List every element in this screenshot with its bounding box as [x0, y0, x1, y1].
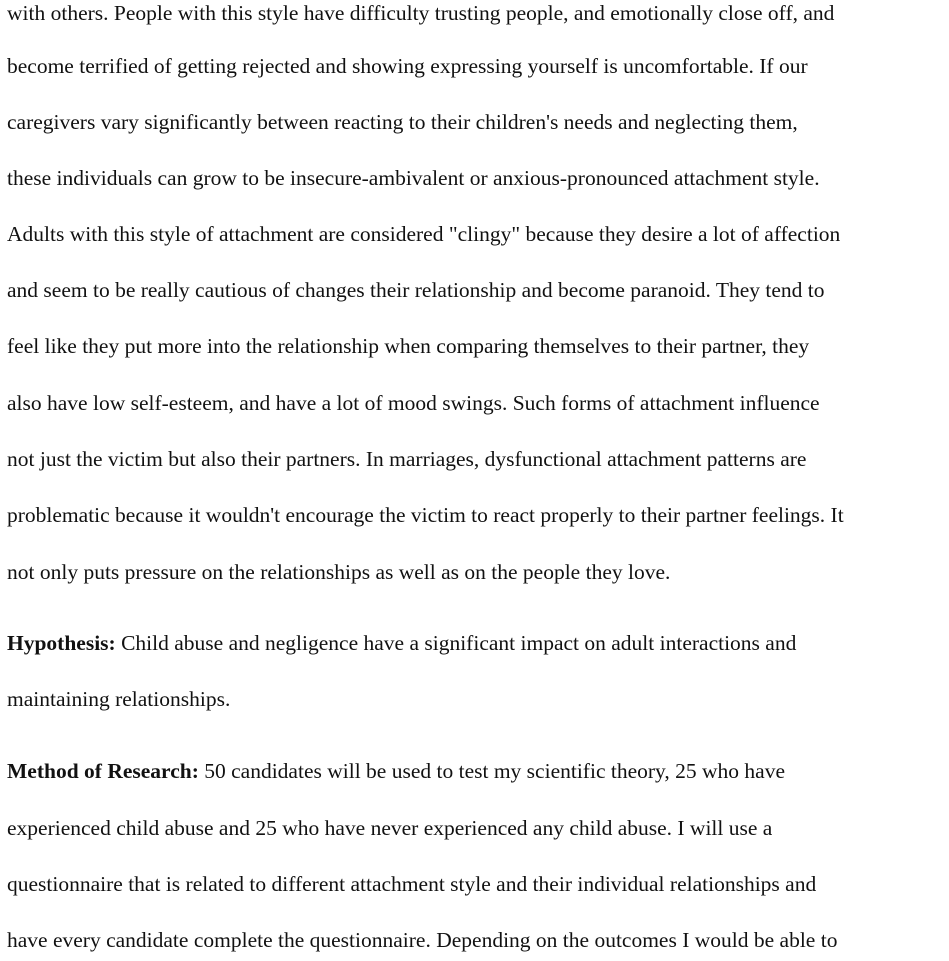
method-line: have every candidate complete the questionnaire. Depending on the outcomes I would be able to: [7, 928, 838, 952]
hypothesis-text: Child abuse and negligence have a significant impact on adult interactions and: [115, 631, 797, 655]
body-text-line: become terrified of getting rejected and showing expressing yourself is uncomfortable. If our: [7, 54, 808, 78]
body-text-line: with others. People with this style have difficulty trusting people, and emotionally close off, and: [7, 1, 835, 25]
body-text-line: and seem to be really cautious of changes their relationship and become paranoid. They tend to: [7, 278, 825, 302]
hypothesis-line: [7, 628, 796, 658]
method-line: experienced child abuse and 25 who have never experienced any child abuse. I will use a: [7, 816, 773, 840]
method-text: 50 candidates will be used to test my scientific theory, 25 who have: [198, 759, 786, 783]
body-text-line: these individuals can grow to be insecure-ambivalent or anxious-pronounced attachment style.: [7, 166, 820, 190]
method-line: [7, 756, 785, 786]
body-text-line: caregivers vary significantly between reacting to their children's needs and neglecting them,: [7, 110, 798, 134]
body-text-line: also have low self-esteem, and have a lot of mood swings. Such forms of attachment influence: [7, 391, 820, 415]
hypothesis-line: maintaining relationships.: [7, 687, 231, 711]
hypothesis-label: Hypothesis:: [7, 631, 116, 655]
body-text-line: feel like they put more into the relationship when comparing themselves to their partner, they: [7, 334, 810, 358]
body-text-line: problematic because it wouldn't encourage the victim to react properly to their partner feelings. It: [7, 503, 844, 527]
body-text-line: Adults with this style of attachment are considered "clingy" because they desire a lot of affection: [7, 222, 841, 246]
body-text-line: not just the victim but also their partners. In marriages, dysfunctional attachment patterns are: [7, 447, 807, 471]
method-label: Method of Research:: [7, 759, 199, 783]
body-text-line: not only puts pressure on the relationships as well as on the people they love.: [7, 560, 671, 584]
method-line: questionnaire that is related to different attachment style and their individual relationships and: [7, 872, 817, 896]
